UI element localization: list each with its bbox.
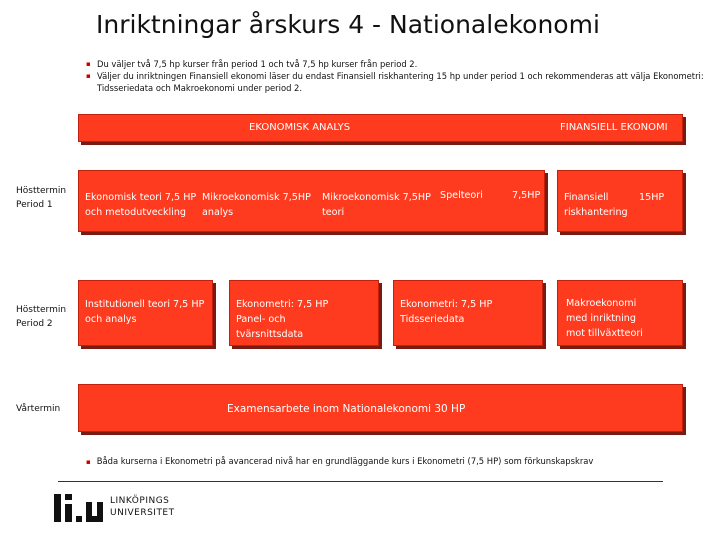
bullet-text: Väljer du inriktningen Finansiell ekonomi läser du endast Finansiell riskhantering 15 hp under period 1 och rekommenderas att välja Ekonometri: Tidsseriedata och Makroekonomi under period 2. — [97, 71, 704, 93]
slide-title: Inriktningar årskurs 4 - Nationalekonomi — [96, 10, 600, 39]
intro-bullets — [86, 58, 714, 94]
course-finansiell-riskhantering-hp: 15HP — [639, 192, 665, 203]
course-mikro-teori: Mikroekonomisk 7,5HP — [322, 192, 431, 203]
course-mikro-analys: Mikroekonomisk 7,5HP — [202, 192, 311, 203]
course-ekonometri-tidsserie-line2: Tidsseriedata — [400, 314, 465, 325]
header-finansiell-ekonomi: FINANSIELL EKONOMI — [560, 122, 668, 133]
period-label-ht-p2 — [16, 303, 66, 331]
course-mikro-analys-line2: analys — [202, 207, 234, 218]
period1-ekonomisk-analys-row — [78, 170, 545, 232]
period2-box-ekonometri-panel — [229, 280, 379, 346]
period2-box-institutionell — [78, 280, 213, 346]
course-finansiell-riskhantering-line2: riskhantering — [564, 207, 628, 218]
footer-divider — [58, 481, 663, 482]
course-mikro-teori-line2: teori — [322, 207, 345, 218]
bullet-icon: ▪ — [86, 60, 91, 68]
period-term: Hösttermin — [16, 305, 67, 315]
course-ekonomisk-teori: Ekonomisk teori 7,5 HP — [85, 192, 197, 203]
course-ekonometri-panel-line3: tvärsnittsdata — [236, 329, 304, 340]
period1-finansiell-row — [557, 170, 683, 232]
course-examensarbete: Examensarbete inom Nationalekonomi 30 HP — [227, 403, 466, 415]
period-number: Period 1 — [16, 200, 53, 210]
course-ekonomisk-teori-line2: och metodutveckling — [85, 207, 186, 218]
logo-word-line1: LINKÖPINGS — [110, 496, 170, 506]
logo-word-line2: UNIVERSITET — [110, 508, 175, 518]
course-makroekonomi-line3: mot tillväxtteori — [566, 328, 643, 339]
footer-note — [86, 456, 706, 466]
footer-note-text: Båda kurserna i Ekonometri på avancerad nivå har en grundläggande kurs i Ekonometri (7,5 HP) som förkunskapskrav — [96, 456, 594, 466]
period-number: Period 2 — [16, 319, 53, 329]
bullet-icon: ▪ — [86, 458, 91, 466]
period-label-ht-p1 — [16, 184, 66, 212]
bullet-item — [86, 58, 714, 70]
period2-box-ekonometri-tid — [393, 280, 543, 346]
period-label-vt: Vårtermin — [16, 404, 61, 414]
course-makroekonomi-line2: med inriktning — [566, 313, 636, 324]
bullet-text: Du väljer två 7,5 hp kurser från period 1 och två 7,5 hp kurser från period 2. — [97, 59, 418, 69]
course-ekonometri-panel: Ekonometri: 7,5 HP — [236, 299, 329, 310]
course-ekonometri-panel-line2: Panel- och — [236, 314, 286, 325]
bullet-icon: ▪ — [86, 72, 91, 80]
course-finansiell-riskhantering: Finansiell — [564, 192, 609, 203]
course-institutionell-teori: Institutionell teori 7,5 HP — [85, 299, 205, 310]
period2-box-makro — [557, 280, 683, 346]
course-makroekonomi: Makroekonomi — [566, 298, 637, 309]
course-spelteori: Spelteori — [440, 190, 483, 201]
course-spelteori-hp: 7,5HP — [512, 190, 541, 201]
examensarbete-box — [78, 384, 683, 432]
course-ekonometri-tidsserie: Ekonometri: 7,5 HP — [400, 299, 493, 310]
course-institutionell-teori-line2: och analys — [85, 314, 137, 325]
bullet-item — [86, 70, 714, 94]
header-ekonomisk-analys: EKONOMISK ANALYS — [249, 122, 351, 133]
period-term: Hösttermin — [16, 186, 67, 196]
university-logo — [54, 492, 184, 526]
header-bar — [78, 114, 683, 142]
